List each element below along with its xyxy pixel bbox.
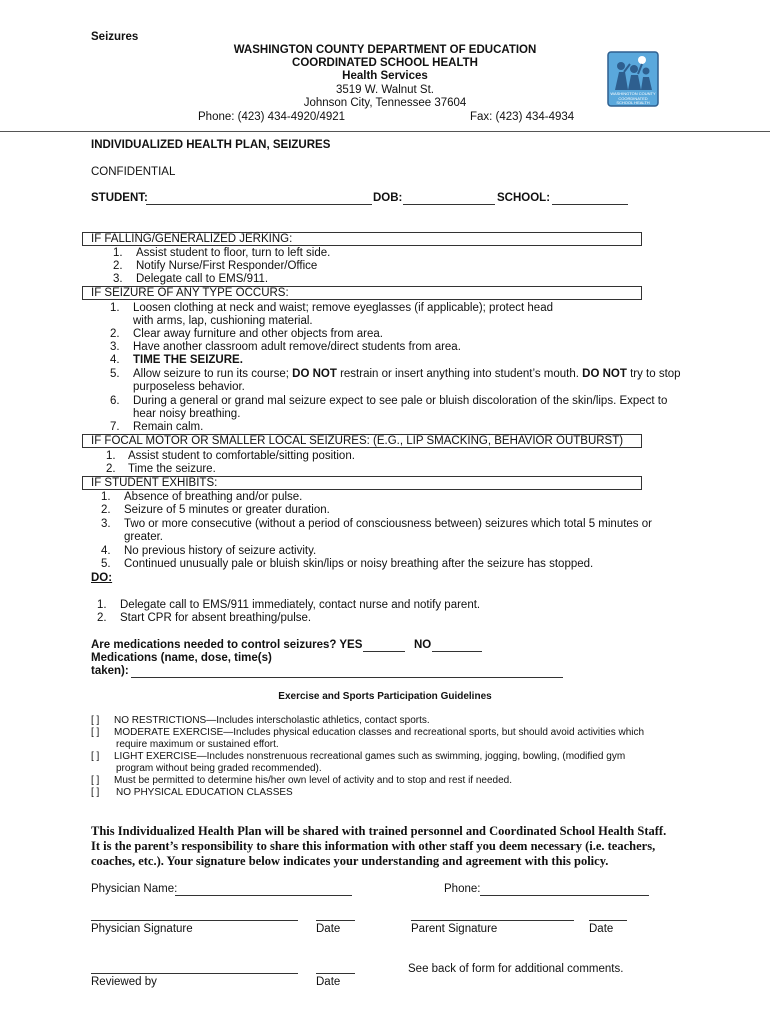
logo-text-3: SCHOOL HEALTH — [616, 100, 650, 105]
any-num-7: 7. — [110, 421, 120, 433]
focal-item-1: Assist student to comfortable/sitting position. — [128, 450, 355, 462]
exercise-option-1: NO RESTRICTIONS—Includes interscholastic athletics, contact sports. — [114, 715, 430, 726]
exercise-checkbox-5[interactable]: [ ] — [91, 787, 100, 798]
policy-line-2: It is the parent’s responsibility to share this information with other staff you deem necessary (i.e. teachers, — [91, 839, 656, 853]
falling-num-2: 2. — [113, 260, 123, 272]
physician-date-field[interactable] — [316, 920, 355, 921]
exercise-option-3b: program without being graded recommended). — [116, 763, 322, 774]
focal-num-2: 2. — [106, 463, 116, 475]
exhibits-item-5: Continued unusually pale or bluish skin/lips or noisy breathing after the seizure has stopped. — [124, 558, 594, 570]
falling-num-3: 3. — [113, 273, 123, 285]
back-of-form-note: See back of form for additional comments. — [408, 963, 624, 975]
reviewed-by-label: Reviewed by — [91, 976, 157, 988]
parent-date-field[interactable] — [589, 920, 627, 921]
policy-line-1: This Individualized Health Plan will be shared with trained personnel and Coordinated School Health Staff. — [91, 824, 667, 838]
focal-heading: IF FOCAL MOTOR OR SMALLER LOCAL SEIZURES: (E.G., LIP SMACKING, BEHAVIOR OUTBURST) — [91, 435, 624, 447]
do-num-1: 1. — [97, 599, 107, 611]
parent-signature-field[interactable] — [411, 920, 574, 921]
any-num-6: 6. — [110, 395, 120, 407]
falling-item-1: Assist student to floor, turn to left side. — [136, 247, 331, 259]
policy-line-3: coaches, etc.). Your signature below indicates your understanding and agreement with this policy. — [91, 854, 609, 868]
dob-label: DOB: — [373, 192, 403, 204]
exhibits-item-2: Seizure of 5 minutes or greater duration. — [124, 504, 330, 516]
medications-question: Are medications needed to control seizures? YES — [91, 639, 363, 651]
physician-phone-field[interactable] — [480, 895, 649, 896]
focal-num-1: 1. — [106, 450, 116, 462]
policy-statement — [91, 824, 741, 869]
medications-yes-field[interactable] — [363, 651, 405, 652]
form-title: INDIVIDUALIZED HEALTH PLAN, SEIZURES — [91, 139, 331, 151]
exhibits-heading: IF STUDENT EXHIBITS: — [91, 477, 218, 489]
dob-field[interactable] — [403, 204, 495, 205]
falling-item-2: Notify Nurse/First Responder/Office — [136, 260, 318, 272]
exercise-checkbox-3[interactable]: [ ] — [91, 751, 100, 762]
org-division: Health Services — [342, 70, 428, 82]
falling-heading: IF FALLING/GENERALIZED JERKING: — [91, 233, 293, 245]
letterhead — [200, 44, 570, 83]
exercise-title: Exercise and Sports Participation Guidelines — [278, 691, 492, 702]
physician-name-label: Physician Name: — [91, 883, 178, 895]
exhibits-num-1: 1. — [101, 491, 111, 503]
school-field[interactable] — [552, 204, 628, 205]
medications-no-label: NO — [414, 639, 432, 651]
parent-date-label: Date — [589, 923, 614, 935]
physician-signature-field[interactable] — [91, 920, 298, 921]
physician-name-field[interactable] — [175, 895, 352, 896]
exercise-option-2b: require maximum or sustained effort. — [116, 739, 279, 750]
any-item-3: Have another classroom adult remove/direct students from area. — [133, 341, 461, 353]
physician-phone-label: Phone: — [444, 883, 481, 895]
exercise-option-3a: LIGHT EXERCISE—Includes nonstrenuous recreational games such as swimming, jogging, bowling, (modified gym — [114, 751, 626, 762]
org-name: WASHINGTON COUNTY DEPARTMENT OF EDUCATION — [233, 44, 537, 56]
any-item-4: TIME THE SEIZURE. — [133, 354, 243, 366]
any-num-4: 4. — [110, 354, 120, 366]
exhibits-item-1: Absence of breathing and/or pulse. — [124, 491, 303, 503]
falling-item-3: Delegate call to EMS/911. — [136, 273, 269, 285]
exhibits-item-3a: Two or more consecutive (without a period of consciousness between) seizures which total 5 minutes or — [124, 518, 652, 530]
confidential-label: CONFIDENTIAL — [91, 166, 176, 178]
exercise-checkbox-1[interactable]: [ ] — [91, 715, 100, 726]
focal-item-2: Time the seizure. — [128, 463, 216, 475]
exercise-option-4: Must be permitted to determine his/her own level of activity and to stop and rest if needed. — [114, 775, 512, 786]
school-label: SCHOOL: — [497, 192, 551, 204]
reviewed-date-label: Date — [316, 976, 341, 988]
reviewed-date-field[interactable] — [316, 973, 355, 974]
header-divider — [0, 131, 770, 132]
address-street: 3519 W. Walnut St. — [335, 84, 434, 96]
medications-label: Medications (name, dose, time(s) — [91, 652, 272, 664]
medications-no-field[interactable] — [432, 651, 482, 652]
do-num-2: 2. — [97, 612, 107, 624]
exercise-checkbox-2[interactable]: [ ] — [91, 727, 100, 738]
coordinated-school-health-logo — [606, 50, 660, 108]
exhibits-item-3b: greater. — [124, 531, 163, 543]
exhibits-num-3: 3. — [101, 518, 111, 530]
any-item-7: Remain calm. — [133, 421, 204, 433]
exhibits-num-2: 2. — [101, 504, 111, 516]
any-item-5b: purposeless behavior. — [133, 381, 245, 393]
exercise-checkbox-4[interactable]: [ ] — [91, 775, 100, 786]
student-field[interactable] — [146, 204, 372, 205]
medications-taken-label: taken): — [91, 665, 129, 677]
physician-signature-label: Physician Signature — [91, 923, 193, 935]
org-program: COORDINATED SCHOOL HEALTH — [292, 57, 478, 69]
falling-num-1: 1. — [113, 247, 123, 259]
any-item-1b: with arms, lap, cushioning material. — [133, 315, 313, 327]
any-num-5: 5. — [110, 368, 120, 380]
any-item-6b: hear noisy breathing. — [133, 408, 241, 420]
medications-field[interactable] — [131, 677, 563, 678]
logo-text-1: WASHINGTON COUNTY — [610, 91, 656, 96]
section-label: Seizures — [91, 31, 139, 43]
address-city: Johnson City, Tennessee 37604 — [303, 97, 467, 109]
any-num-1: 1. — [110, 302, 120, 314]
exhibits-num-4: 4. — [101, 545, 111, 557]
any-item-1a: Loosen clothing at neck and waist; remove eyeglasses (if applicable); protect head — [133, 302, 553, 314]
parent-signature-label: Parent Signature — [411, 923, 498, 935]
student-label: STUDENT: — [91, 192, 148, 204]
org-fax: Fax: (423) 434-4934 — [470, 111, 575, 123]
any-type-heading: IF SEIZURE OF ANY TYPE OCCURS: — [91, 287, 289, 299]
any-item-2: Clear away furniture and other objects from area. — [133, 328, 383, 340]
org-phone: Phone: (423) 434-4920/4921 — [198, 111, 346, 123]
exhibits-num-5: 5. — [101, 558, 111, 570]
any-item-5a: Allow seizure to run its course; DO NOT restrain or insert anything into student’s mouth. DO NOT try to stop — [133, 368, 681, 380]
exercise-option-2a: MODERATE EXERCISE—Includes physical education classes and recreational sports, but should avoid activities which — [114, 727, 645, 738]
any-num-3: 3. — [110, 341, 120, 353]
any-num-2: 2. — [110, 328, 120, 340]
exercise-option-5: NO PHYSICAL EDUCATION CLASSES — [116, 787, 293, 798]
do-heading: DO: — [91, 572, 113, 584]
logo-text-2: COORDINATED — [618, 95, 648, 101]
reviewed-by-field[interactable] — [91, 973, 298, 974]
physician-date-label: Date — [316, 923, 341, 935]
any-item-6a: During a general or grand mal seizure expect to see pale or bluish discoloration of the skin/lips. Expect to — [133, 395, 668, 407]
exhibits-item-4: No previous history of seizure activity. — [124, 545, 317, 557]
do-item-2: Start CPR for absent breathing/pulse. — [120, 612, 312, 624]
do-item-1: Delegate call to EMS/911 immediately, contact nurse and notify parent. — [120, 599, 481, 611]
org-address — [200, 84, 570, 110]
